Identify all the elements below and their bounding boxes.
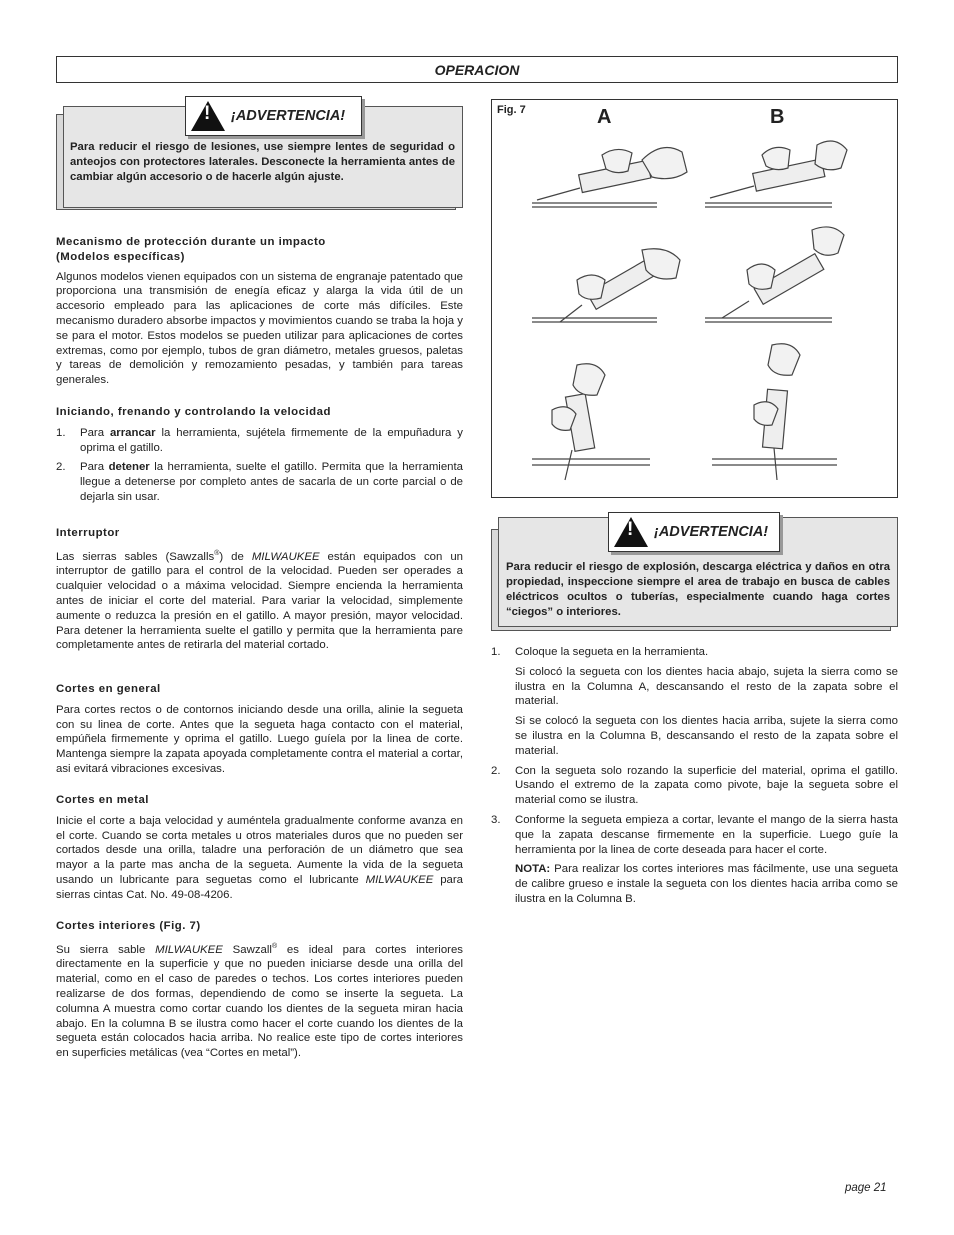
brand-name: MILWAUKEE	[251, 550, 320, 563]
registered-mark: ®	[271, 942, 278, 950]
impact-subheading: (Modelos específicas)	[56, 250, 185, 263]
general-section	[56, 682, 463, 777]
steps-section	[491, 645, 898, 907]
note-label: NOTA:	[515, 863, 551, 876]
item-text-pre: Para	[80, 426, 110, 439]
switch-section	[56, 526, 463, 653]
item-bold: arrancar	[109, 426, 156, 439]
list-item	[56, 460, 463, 504]
figure-label: Fig. 7	[497, 104, 526, 116]
left-column	[56, 96, 464, 1060]
list-item	[491, 645, 898, 660]
impact-text: Algunos modelos vienen equipados con un sistema de engranaje patentado que proporciona una transmisión de enegía eficaz y alarga la vida útil de un accesorio empleado para las aplicaciones de corte más difíciles. Este mecanismo duradero absorbe impactos y movimientos cuando se traba la hoja y se para el motor. Estos modelos se pueden utilizar para aplicaciones de cortes extremas, como por ejemplo, tubos de gran diámetro, metales gruesos, paletas y tareas de demolición y remozamiento pesadas, y también para tareas generales.	[56, 270, 463, 387]
warning-text: Para reducir el riesgo de explosión, descarga eléctrica y daños en otra propiedad, inspeccione siempre el area de trabajo en busca de cables eléctricos ocultos o tuberías, especialmente cuando haga cortes “ciegos” o interiores.	[506, 561, 890, 618]
item-number: 3.	[491, 813, 501, 826]
interior-text-post: es ideal para cortes interiores directamente en la superficie y que no pueden iniciarse desde una orilla del material, como en el caso de paredes o techos. Los cortes interiores pueden realizarse de dos formas, dependiendo de como se inserte la segueta. La columna A muestra como cortar cuando los dientes de la segueta miran hacia abajo. En la columna B se ilustra como hacer el corte cuando los dientes de la segueta están colocados hacia arriba. No realice este tipo de cortes interiores en superficies metálicas (vea “Cortes en metal”).	[56, 943, 463, 1060]
speed-section	[56, 405, 463, 505]
impact-heading: Mecanismo de protección durante un impacto	[56, 236, 326, 248]
item-bold: detener	[108, 461, 150, 474]
list-item	[56, 426, 463, 456]
item-text: Coloque la segueta en la herramienta.	[515, 646, 709, 658]
interior-text-pre: Su sierra sable	[56, 943, 156, 956]
item-text-post: la herramienta, sujétela firmemente de la empuñadura y oprima el gatillo.	[80, 426, 463, 454]
metal-text	[56, 814, 463, 903]
item-text	[80, 426, 463, 456]
interior-heading: Cortes interiores (Fig. 7)	[56, 920, 201, 932]
interior-text	[56, 940, 463, 1061]
note-body: Para realizar los cortes interiores mas fácilmente, use una segueta de calibre grueso e instale la segueta con los dientes hacia arriba como se ilustra en la Columna B.	[515, 863, 898, 905]
step-1b-text: Si se colocó la segueta con los dientes hacia arriba, sujete la sierra como se ilustra en la Columna B, descansando el resto de la zapata sobre el material.	[515, 715, 898, 757]
item-number: 2.	[491, 764, 501, 777]
switch-text	[56, 547, 463, 653]
speed-list	[56, 426, 463, 505]
warning-triangle-icon: !	[614, 517, 648, 547]
metal-heading: Cortes en metal	[56, 794, 149, 806]
switch-text-mid: ) de	[219, 550, 252, 563]
item-number: 2.	[56, 461, 66, 474]
speed-heading: Iniciando, frenando y controlando la velocidad	[56, 406, 331, 418]
item-number: 1.	[491, 646, 501, 658]
warning-label	[185, 96, 362, 136]
step-1a-text: Si colocó la segueta con los dientes hacia abajo, sujeta la sierra como se ilustra en la Columna A, descansando el resto de la zapata sobre el material.	[515, 665, 898, 708]
item-number: 1.	[56, 426, 66, 439]
list-item	[491, 764, 898, 808]
section-header	[56, 56, 898, 83]
page-number: page 21	[845, 1182, 887, 1194]
saw-illustrations	[492, 100, 897, 497]
warning-label	[608, 512, 780, 552]
interior-text-mid: Sawzall	[222, 943, 272, 956]
brand-name: MILWAUKEE	[365, 873, 434, 886]
warning-label-text: ¡ADVERTENCIA!	[654, 523, 769, 540]
item-text: Conforme la segueta empieza a cortar, levante el mango de la sierra hasta que la zapata descanse firmemente en la superficie. Luego guíe la herramienta por la linea de corte deseada para hacer el corte.	[515, 813, 898, 856]
item-text-post: la herramienta, suelte el gatillo. Permita que la herramienta llegue a detenerse por completo antes de sacarla de un corte parcial o de dejarla sin usar.	[80, 461, 464, 503]
metal-section	[56, 793, 463, 903]
metal-text-pre: Inicie el corte a baja velocidad y auméntela gradualmente conforme avanza en el corte. Cuando se corta metales u otros materiales duros que no pueden ser cortados desde una orilla, taladre una perforación de un diámetro que sea mayor a la parte mas ancha de la segueta. Aumente la vida de la segueta usando un lubricante para seguetas como el lubricante	[56, 814, 463, 886]
note-text	[515, 862, 898, 906]
warning-triangle-icon: !	[191, 101, 225, 131]
warning-text: Para reducir el riesgo de lesiones, use siempre lentes de seguridad o anteojos con protectores laterales. Desconecte la herramienta antes de cambiar algún accesorio o de hacerle algún ajuste.	[70, 141, 455, 183]
column-a-label: A	[597, 106, 612, 128]
switch-heading: Interruptor	[56, 527, 120, 539]
interior-section	[56, 919, 463, 1061]
column-b-label: B	[770, 106, 785, 128]
figure-7	[491, 99, 898, 498]
impact-section	[56, 235, 463, 388]
item-text: Con la segueta solo rozando la superficie del material, oprima el gatillo. Usando el extremo de la zapata como pivote, baje la segueta sobre el material como se ilustra.	[515, 764, 898, 807]
switch-text-post: están equipados con un interruptor de gatillo para el control de la velocidad. Pueden ser operades a cualquier velocidad o a máxima velocidad. Siempre encienda la herramienta antes de iniciar el corte del material. Para variar la velocidad, simplemente aumente o reduzca la presión en el gatillo. A mayor presión, mayor velocidad. Para detener la herramienta suelte el gatillo y permita que la herramienta pare completamente antes de retirarla del material cortado.	[56, 550, 463, 652]
switch-text-pre: Las sierras sables (Sawzalls	[56, 550, 215, 563]
warning-box-1	[56, 96, 463, 216]
registered-mark: ®	[214, 549, 220, 557]
metal-text-post: para sierras cintas Cat. No. 49-08-4206.	[56, 873, 463, 901]
warning-label-text: ¡ADVERTENCIA!	[231, 107, 346, 124]
general-heading: Cortes en general	[56, 683, 161, 695]
warning-box-2	[491, 512, 899, 632]
item-text	[80, 460, 463, 504]
section-title: OPERACION	[434, 61, 520, 78]
list-item	[491, 813, 898, 857]
general-text: Para cortes rectos o de contornos iniciando desde una orilla, alinie la segueta con su linea de corte. Antes que la segueta haga contacto con el material, empúñela firmemente y oprima el gatillo. Luego guíela por la linea de corte. Mantenga siempre la zapata apoyada completamente contra el material a cortar, asi evitará vibraciones excesivas.	[56, 703, 463, 775]
brand-name: MILWAUKEE	[155, 943, 223, 956]
item-text-pre: Para	[80, 461, 109, 474]
